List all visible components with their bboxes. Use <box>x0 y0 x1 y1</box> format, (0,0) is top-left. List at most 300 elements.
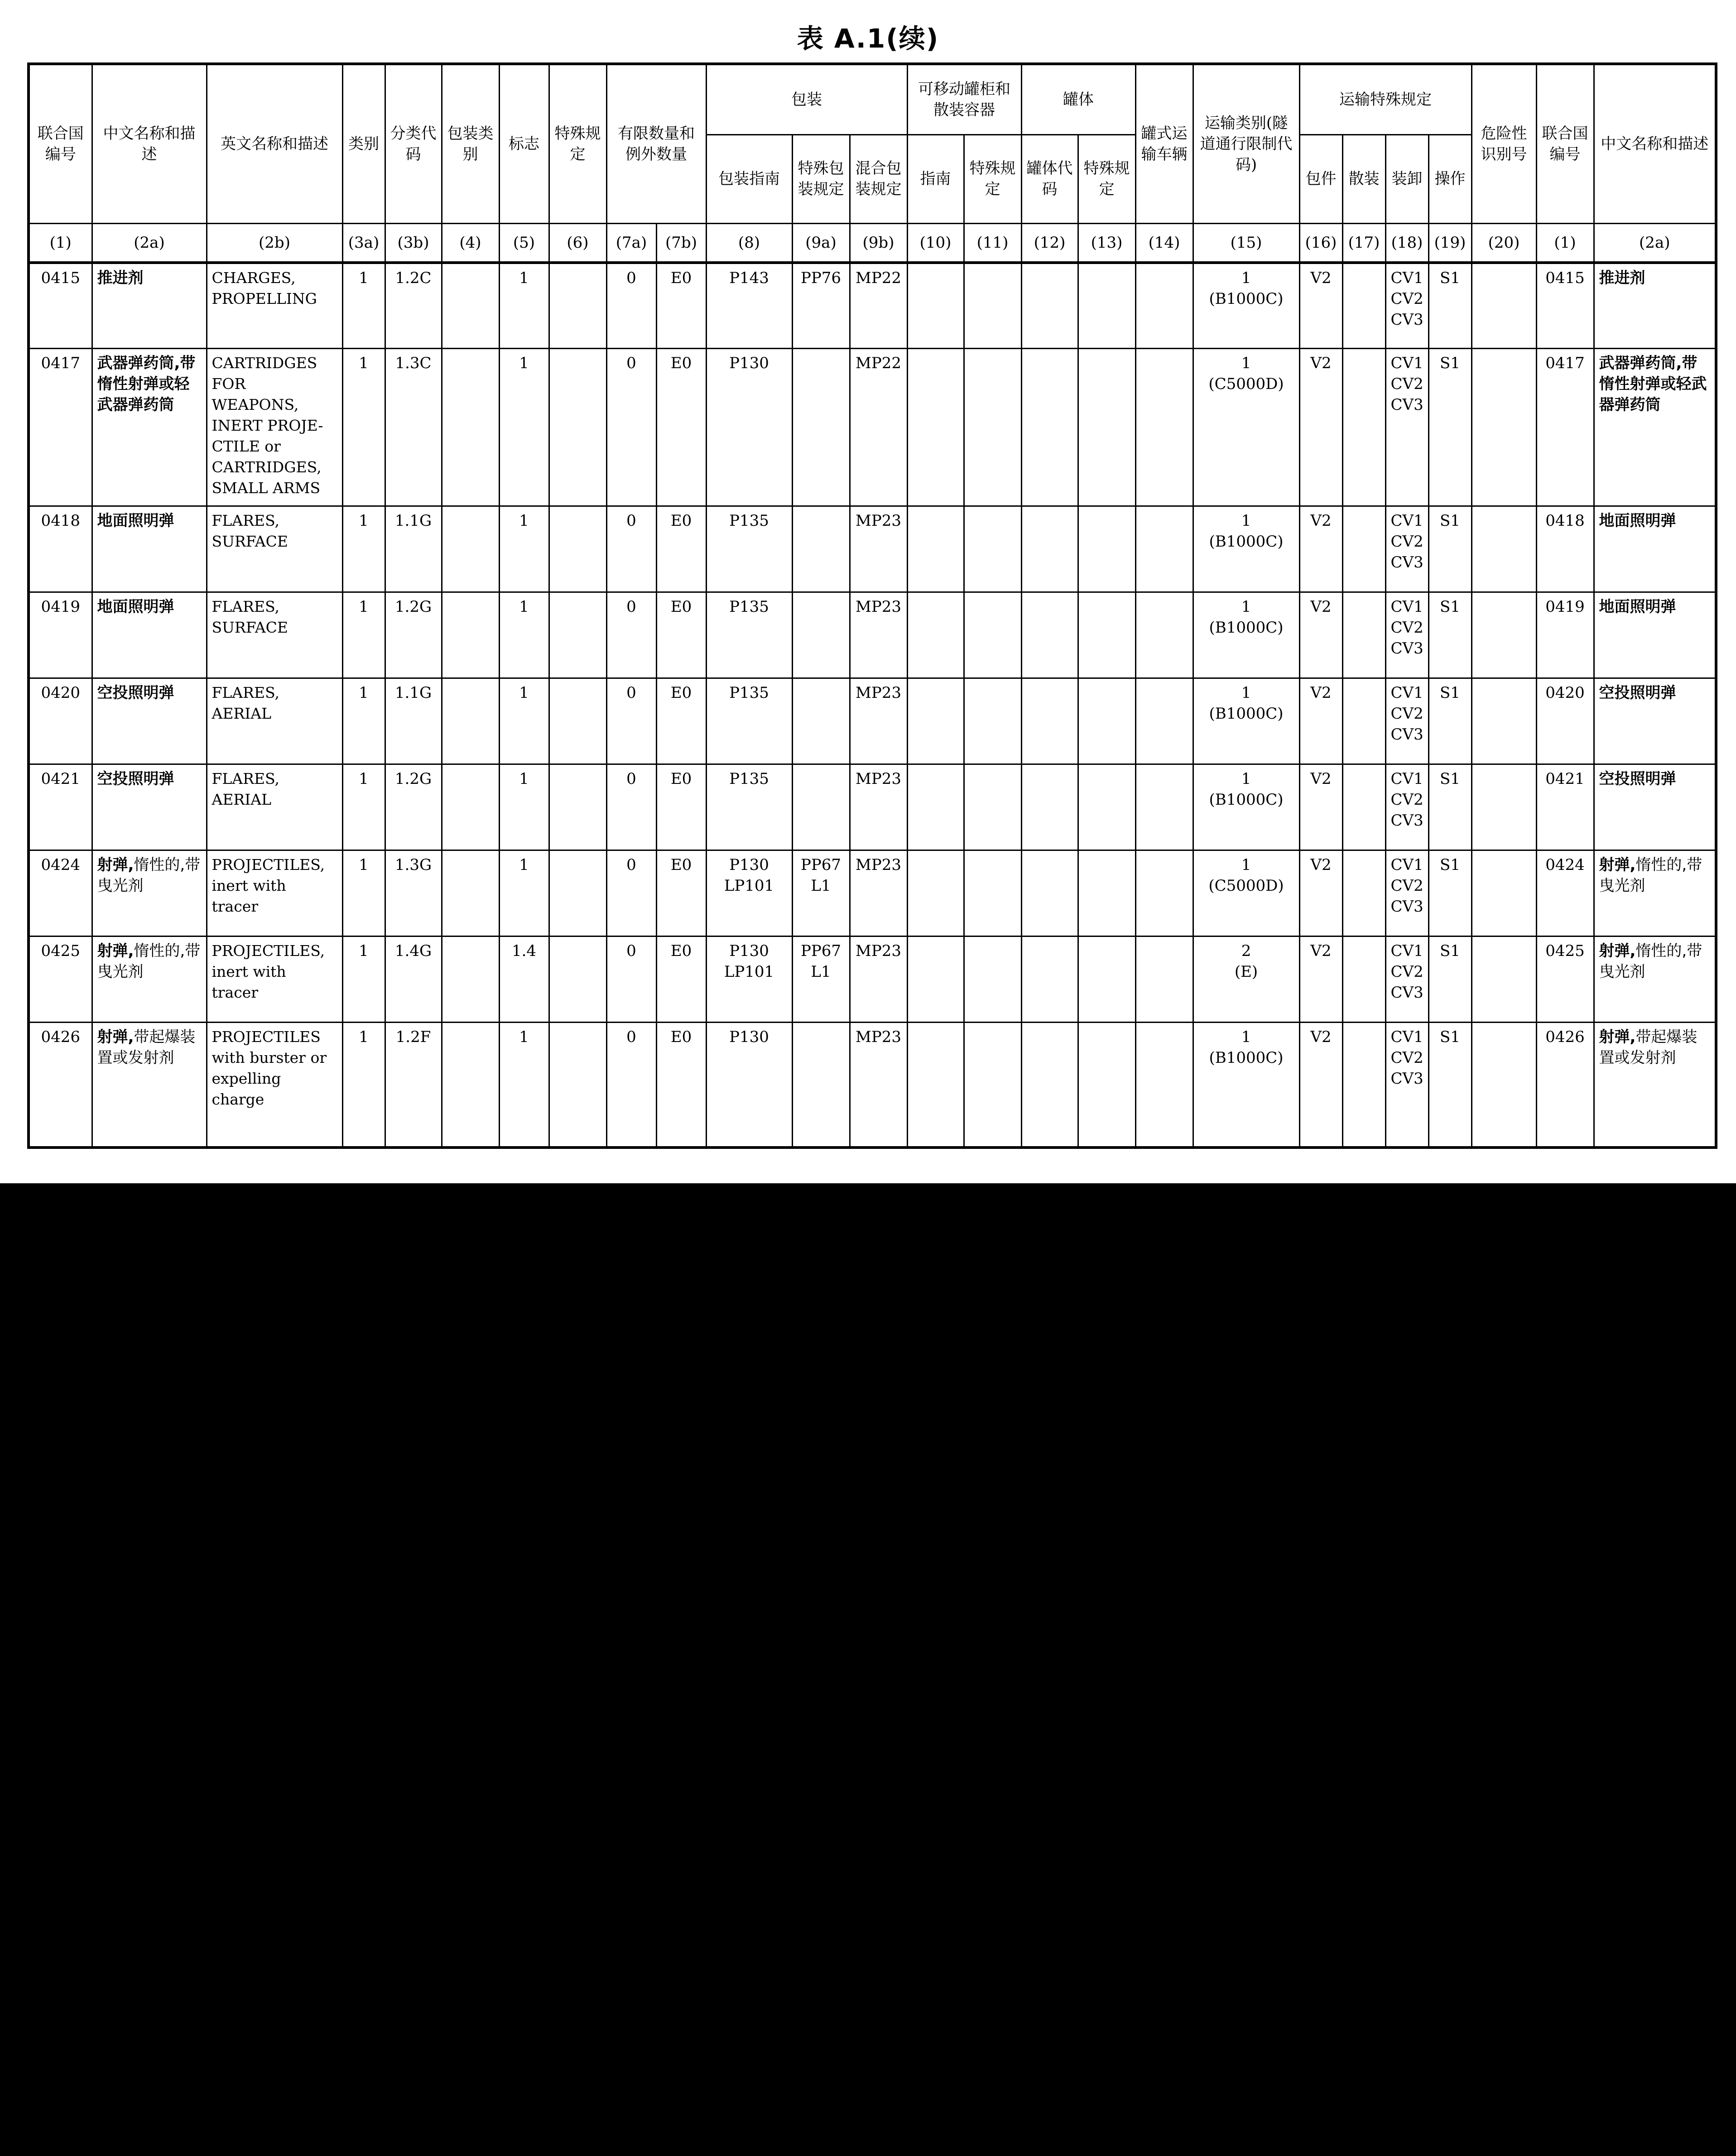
packages-cell: V2 <box>1299 349 1342 506</box>
packages-cell: V2 <box>1299 764 1342 850</box>
pt-instructions-cell <box>907 936 964 1023</box>
header-tanks: 罐体 <box>1021 64 1135 134</box>
header-tank-code: 罐体代码 <box>1021 134 1078 223</box>
special-provisions-cell <box>549 263 606 349</box>
mixed-packing-cell: MP22 <box>850 349 907 506</box>
packages-cell: V2 <box>1299 1023 1342 1148</box>
column-number: (13) <box>1078 223 1135 263</box>
loading-cell-line: CV3 <box>1390 396 1423 414</box>
special-packing-cell <box>792 764 850 850</box>
pt-special-cell <box>964 678 1021 764</box>
name-cn-right-cell-bold: 射弹, <box>1599 942 1636 960</box>
loading-cell-line: CV1 <box>1390 512 1423 530</box>
un-number-cell: 0420 <box>29 678 92 764</box>
column-number: (20) <box>1472 223 1536 263</box>
limited-quantity-cell: 0 <box>606 678 656 764</box>
pt-special-cell <box>964 592 1021 678</box>
special-packing-cell <box>792 1023 850 1148</box>
name-cn-cell-bold: 地面照明弹 <box>97 598 174 616</box>
name-en-cell: PROJECTILES with burster or expelling charge <box>207 1023 342 1148</box>
pt-special-cell <box>964 936 1021 1023</box>
packages-cell: V2 <box>1299 506 1342 592</box>
name-cn-right-cell-rest: 惰性的,带曳光剂 <box>1599 942 1702 981</box>
pack-instructions-cell <box>706 936 792 1023</box>
tank-special-cell <box>1078 263 1135 349</box>
label-cell: 1 <box>499 1023 549 1148</box>
limited-quantity-cell: 0 <box>606 850 656 936</box>
bulk-cell <box>1342 349 1385 506</box>
table-row <box>29 592 1716 678</box>
label-cell: 1 <box>499 506 549 592</box>
hazard-id-cell <box>1472 936 1536 1023</box>
loading-cell-line: CV2 <box>1390 289 1423 308</box>
name-cn-right-cell-bold: 地面照明弹 <box>1599 598 1676 616</box>
bulk-cell <box>1342 850 1385 936</box>
packing-group-cell <box>442 678 499 764</box>
name-cn-right-cell <box>1594 506 1716 592</box>
header-name-cn: 中文名称和描述 <box>92 64 207 223</box>
un-number-right-cell: 0417 <box>1536 349 1594 506</box>
hazard-id-cell <box>1472 678 1536 764</box>
transport-category-cell <box>1193 678 1299 764</box>
packing-group-cell <box>442 263 499 349</box>
mixed-packing-cell: MP23 <box>850 850 907 936</box>
tank-code-cell <box>1021 936 1078 1023</box>
pt-instructions-cell <box>907 506 964 592</box>
pack-instructions-cell-line: P135 <box>729 512 769 530</box>
column-number: (7b) <box>656 223 706 263</box>
table-row <box>29 506 1716 592</box>
loading-cell-line: CV3 <box>1390 1070 1423 1088</box>
hazard-id-cell <box>1472 764 1536 850</box>
header-pack-instructions: 包装指南 <box>706 134 792 223</box>
packing-group-cell <box>442 592 499 678</box>
column-number: (16) <box>1299 223 1342 263</box>
loading-cell-line: CV3 <box>1390 310 1423 329</box>
operation-cell: S1 <box>1428 349 1472 506</box>
name-cn-right-cell <box>1594 349 1716 506</box>
header-special-packing: 特殊包装规定 <box>792 134 850 223</box>
un-number-cell: 0417 <box>29 349 92 506</box>
column-number: (9a) <box>792 223 850 263</box>
column-number: (3b) <box>385 223 442 263</box>
pack-instructions-cell-line: P135 <box>729 684 769 702</box>
header-class: 类别 <box>342 64 385 223</box>
header-name-en: 英文名称和描述 <box>207 64 342 223</box>
packing-group-cell <box>442 506 499 592</box>
header-pt-special: 特殊规定 <box>964 134 1021 223</box>
class-cell: 1 <box>342 1023 385 1148</box>
loading-cell-line: CV2 <box>1390 963 1423 981</box>
transport-category-value: 1 <box>1241 269 1251 287</box>
dangerous-goods-table <box>27 62 1717 1149</box>
name-en-cell: PROJECTILES, inert with tracer <box>207 850 342 936</box>
name-cn-right-cell-rest: 带起爆装置或发射剂 <box>1599 1028 1698 1067</box>
class-cell: 1 <box>342 936 385 1023</box>
operation-cell: S1 <box>1428 506 1472 592</box>
header-class-code: 分类代码 <box>385 64 442 223</box>
tunnel-code-value: (C5000D) <box>1208 375 1284 393</box>
name-cn-cell-bold: 空投照明弹 <box>97 770 174 788</box>
table-row <box>29 764 1716 850</box>
transport-category-cell <box>1193 506 1299 592</box>
name-en-cell: FLARES, AERIAL <box>207 678 342 764</box>
bulk-cell <box>1342 1023 1385 1148</box>
header-pt-instructions: 指南 <box>907 134 964 223</box>
operation-cell: S1 <box>1428 1023 1472 1148</box>
name-cn-right-cell <box>1594 1023 1716 1148</box>
name-cn-right-cell <box>1594 764 1716 850</box>
column-number: (17) <box>1342 223 1385 263</box>
special-packing-cell <box>792 850 850 936</box>
column-number: (19) <box>1428 223 1472 263</box>
loading-cell <box>1385 263 1428 349</box>
name-cn-cell-rest: 惰性的,带曳光剂 <box>97 942 201 981</box>
loading-cell <box>1385 850 1428 936</box>
special-provisions-cell <box>549 850 606 936</box>
pack-instructions-cell-line: LP101 <box>724 963 774 981</box>
special-packing-cell <box>792 592 850 678</box>
loading-cell-line: CV3 <box>1390 553 1423 571</box>
name-en-cell: CARTRIDGES FOR WEAPONS, INERT PROJE-CTILE or CARTRIDGES, SMALL ARMS <box>207 349 342 506</box>
mixed-packing-cell: MP23 <box>850 764 907 850</box>
transport-category-value: 1 <box>1241 354 1251 372</box>
pack-instructions-cell <box>706 1023 792 1148</box>
tank-special-cell <box>1078 764 1135 850</box>
un-number-right-cell: 0415 <box>1536 263 1594 349</box>
column-number: (2b) <box>207 223 342 263</box>
loading-cell <box>1385 936 1428 1023</box>
excepted-quantity-cell: E0 <box>656 592 706 678</box>
transport-category-value: 2 <box>1241 942 1251 960</box>
loading-cell-line: CV1 <box>1390 856 1423 874</box>
name-cn-cell-rest: 带起爆装置或发射剂 <box>97 1028 196 1067</box>
name-cn-cell-bold: 地面照明弹 <box>97 512 174 530</box>
special-packing-cell-line: L1 <box>811 877 831 895</box>
header-transport-category: 运输类别(隧道通行限制代码) <box>1193 64 1299 223</box>
pack-instructions-cell <box>706 764 792 850</box>
loading-cell <box>1385 678 1428 764</box>
packing-group-cell <box>442 936 499 1023</box>
label-cell: 1 <box>499 678 549 764</box>
header-label: 标志 <box>499 64 549 223</box>
special-provisions-cell <box>549 1023 606 1148</box>
bulk-cell <box>1342 506 1385 592</box>
name-cn-cell-bold: 射弹, <box>97 856 134 874</box>
pt-special-cell <box>964 850 1021 936</box>
transport-category-value: 1 <box>1241 684 1251 702</box>
table-row <box>29 1023 1716 1148</box>
special-provisions-cell <box>549 592 606 678</box>
hazard-id-cell <box>1472 850 1536 936</box>
tank-vehicle-cell <box>1135 850 1193 936</box>
hazard-id-cell <box>1472 349 1536 506</box>
un-number-cell: 0419 <box>29 592 92 678</box>
special-packing-cell <box>792 936 850 1023</box>
mixed-packing-cell: MP23 <box>850 1023 907 1148</box>
name-en-cell: FLARES, AERIAL <box>207 764 342 850</box>
special-provisions-cell <box>549 764 606 850</box>
loading-cell-line: CV1 <box>1390 942 1423 960</box>
un-number-cell: 0424 <box>29 850 92 936</box>
class-cell: 1 <box>342 506 385 592</box>
tank-vehicle-cell <box>1135 1023 1193 1148</box>
pt-instructions-cell <box>907 764 964 850</box>
name-cn-right-cell-bold: 推进剂 <box>1599 269 1645 287</box>
name-cn-right-cell <box>1594 678 1716 764</box>
mixed-packing-cell: MP23 <box>850 936 907 1023</box>
column-number: (4) <box>442 223 499 263</box>
pt-instructions-cell <box>907 678 964 764</box>
header-packing-group: 包装类别 <box>442 64 499 223</box>
limited-quantity-cell: 0 <box>606 1023 656 1148</box>
header-loading: 装卸 <box>1385 134 1428 223</box>
un-number-right-cell: 0425 <box>1536 936 1594 1023</box>
name-cn-cell-bold: 武器弹药筒,带惰性射弹或轻武器弹药筒 <box>97 354 196 414</box>
pt-instructions-cell <box>907 349 964 506</box>
table-row <box>29 349 1716 506</box>
pt-instructions-cell <box>907 1023 964 1148</box>
pt-special-cell <box>964 764 1021 850</box>
tank-code-cell <box>1021 349 1078 506</box>
loading-cell-line: CV2 <box>1390 1049 1423 1067</box>
tunnel-code-value: (B1000C) <box>1209 791 1284 809</box>
transport-category-value: 1 <box>1241 770 1251 788</box>
special-packing-cell-line: PP67 <box>800 856 842 874</box>
name-cn-cell <box>92 506 207 592</box>
pack-instructions-cell-line: P135 <box>729 598 769 616</box>
column-number: (18) <box>1385 223 1428 263</box>
column-number: (3a) <box>342 223 385 263</box>
tunnel-code-value: (E) <box>1234 963 1258 981</box>
class-cell: 1 <box>342 764 385 850</box>
name-cn-right-cell-bold: 射弹, <box>1599 1028 1636 1046</box>
tunnel-code-value: (B1000C) <box>1209 289 1284 308</box>
label-cell: 1 <box>499 263 549 349</box>
tank-code-cell <box>1021 592 1078 678</box>
table-row <box>29 678 1716 764</box>
hazard-id-cell <box>1472 592 1536 678</box>
transport-category-value: 1 <box>1241 1028 1251 1046</box>
loading-cell-line: CV2 <box>1390 791 1423 809</box>
tank-special-cell <box>1078 1023 1135 1148</box>
table-row <box>29 936 1716 1023</box>
special-packing-cell <box>792 349 850 506</box>
class-cell: 1 <box>342 850 385 936</box>
tank-vehicle-cell <box>1135 936 1193 1023</box>
packing-group-cell <box>442 850 499 936</box>
table-body <box>29 263 1716 1148</box>
pack-instructions-cell <box>706 349 792 506</box>
packages-cell: V2 <box>1299 592 1342 678</box>
black-background-area <box>0 1183 1736 2156</box>
tank-vehicle-cell <box>1135 764 1193 850</box>
loading-cell-line: CV2 <box>1390 877 1423 895</box>
header-special-transport: 运输特殊规定 <box>1299 64 1472 134</box>
table-row <box>29 850 1716 936</box>
class-code-cell: 1.3C <box>385 349 442 506</box>
class-code-cell: 1.2C <box>385 263 442 349</box>
tank-special-cell <box>1078 506 1135 592</box>
tank-vehicle-cell <box>1135 592 1193 678</box>
loading-cell-line: CV1 <box>1390 354 1423 372</box>
loading-cell-line: CV1 <box>1390 1028 1423 1046</box>
tank-code-cell <box>1021 1023 1078 1148</box>
header-portable-tanks: 可移动罐柜和散装容器 <box>907 64 1021 134</box>
name-cn-right-cell <box>1594 263 1716 349</box>
loading-cell-line: CV1 <box>1390 684 1423 702</box>
bulk-cell <box>1342 592 1385 678</box>
label-cell: 1 <box>499 764 549 850</box>
limited-quantity-cell: 0 <box>606 592 656 678</box>
table-row <box>29 263 1716 349</box>
transport-category-value: 1 <box>1241 598 1251 616</box>
pack-instructions-cell-line: P143 <box>729 269 769 287</box>
transport-category-cell <box>1193 263 1299 349</box>
pt-special-cell <box>964 506 1021 592</box>
header-operation: 操作 <box>1428 134 1472 223</box>
pack-instructions-cell <box>706 263 792 349</box>
transport-category-cell <box>1193 1023 1299 1148</box>
header-special-provisions: 特殊规定 <box>549 64 606 223</box>
name-cn-right-cell <box>1594 592 1716 678</box>
class-cell: 1 <box>342 678 385 764</box>
name-cn-right-cell-bold: 武器弹药筒,带惰性射弹或轻武器弹药筒 <box>1599 354 1707 414</box>
special-packing-cell-line: PP67 <box>800 942 842 960</box>
name-en-cell: FLARES, SURFACE <box>207 506 342 592</box>
transport-category-cell <box>1193 349 1299 506</box>
loading-cell-line: CV1 <box>1390 269 1423 287</box>
name-en-cell: PROJECTILES, inert with tracer <box>207 936 342 1023</box>
class-cell: 1 <box>342 349 385 506</box>
tank-vehicle-cell <box>1135 506 1193 592</box>
tank-special-cell <box>1078 678 1135 764</box>
name-cn-right-cell-rest: 惰性的,带曳光剂 <box>1599 856 1702 895</box>
class-code-cell: 1.4G <box>385 936 442 1023</box>
tank-vehicle-cell <box>1135 349 1193 506</box>
loading-cell-line: CV3 <box>1390 725 1423 744</box>
excepted-quantity-cell: E0 <box>656 936 706 1023</box>
name-cn-right-cell-bold: 空投照明弹 <box>1599 684 1676 702</box>
name-cn-cell-rest: 惰性的,带曳光剂 <box>97 856 201 895</box>
operation-cell: S1 <box>1428 592 1472 678</box>
operation-cell: S1 <box>1428 936 1472 1023</box>
tank-code-cell <box>1021 764 1078 850</box>
class-code-cell: 1.2F <box>385 1023 442 1148</box>
transport-category-value: 1 <box>1241 512 1251 530</box>
special-provisions-cell <box>549 936 606 1023</box>
column-number: (2a) <box>92 223 207 263</box>
loading-cell <box>1385 1023 1428 1148</box>
column-number: (11) <box>964 223 1021 263</box>
packing-group-cell <box>442 1023 499 1148</box>
tank-code-cell <box>1021 506 1078 592</box>
column-number: (7a) <box>606 223 656 263</box>
loading-cell-line: CV3 <box>1390 898 1423 916</box>
loading-cell-line: CV3 <box>1390 812 1423 830</box>
tank-special-cell <box>1078 349 1135 506</box>
special-provisions-cell <box>549 678 606 764</box>
limited-quantity-cell: 0 <box>606 764 656 850</box>
pack-instructions-cell-line: P130 <box>729 1028 769 1046</box>
class-code-cell: 1.1G <box>385 506 442 592</box>
special-packing-cell-line: PP76 <box>800 269 842 287</box>
un-number-right-cell: 0420 <box>1536 678 1594 764</box>
excepted-quantity-cell: E0 <box>656 850 706 936</box>
column-number: (14) <box>1135 223 1193 263</box>
tank-code-cell <box>1021 263 1078 349</box>
special-provisions-cell <box>549 506 606 592</box>
loading-cell <box>1385 764 1428 850</box>
name-cn-cell-bold: 射弹, <box>97 942 134 960</box>
pack-instructions-cell <box>706 506 792 592</box>
class-cell: 1 <box>342 592 385 678</box>
excepted-quantity-cell: E0 <box>656 263 706 349</box>
limited-quantity-cell: 0 <box>606 349 656 506</box>
tank-vehicle-cell <box>1135 263 1193 349</box>
limited-quantity-cell: 0 <box>606 263 656 349</box>
pt-special-cell <box>964 349 1021 506</box>
class-code-cell: 1.2G <box>385 592 442 678</box>
special-packing-cell <box>792 678 850 764</box>
tunnel-code-value: (B1000C) <box>1209 1049 1284 1067</box>
tank-code-cell <box>1021 850 1078 936</box>
un-number-cell: 0415 <box>29 263 92 349</box>
special-packing-cell-line: L1 <box>811 963 831 981</box>
packing-group-cell <box>442 349 499 506</box>
header-packaging: 包装 <box>706 64 907 134</box>
tunnel-code-value: (B1000C) <box>1209 533 1284 551</box>
un-number-right-cell: 0418 <box>1536 506 1594 592</box>
loading-cell-line: CV3 <box>1390 639 1423 658</box>
pt-special-cell <box>964 263 1021 349</box>
pt-instructions-cell <box>907 263 964 349</box>
pack-instructions-cell <box>706 592 792 678</box>
pt-instructions-cell <box>907 850 964 936</box>
loading-cell-line: CV2 <box>1390 533 1423 551</box>
un-number-right-cell: 0426 <box>1536 1023 1594 1148</box>
header-packages: 包件 <box>1299 134 1342 223</box>
column-number: (2a) <box>1594 223 1716 263</box>
hazard-id-cell <box>1472 506 1536 592</box>
name-cn-cell <box>92 764 207 850</box>
un-number-right-cell: 0424 <box>1536 850 1594 936</box>
hazard-id-cell <box>1472 1023 1536 1148</box>
packages-cell: V2 <box>1299 263 1342 349</box>
loading-cell <box>1385 592 1428 678</box>
class-code-cell: 1.3G <box>385 850 442 936</box>
class-cell: 1 <box>342 263 385 349</box>
header-un-number-right: 联合国编号 <box>1536 64 1594 223</box>
pt-instructions-cell <box>907 592 964 678</box>
bulk-cell <box>1342 263 1385 349</box>
header-mixed-packing: 混合包装规定 <box>850 134 907 223</box>
name-cn-cell <box>92 936 207 1023</box>
header-tank-vehicle: 罐式运输车辆 <box>1135 64 1193 223</box>
loading-cell-line: CV2 <box>1390 375 1423 393</box>
pt-special-cell <box>964 1023 1021 1148</box>
bulk-cell <box>1342 678 1385 764</box>
mixed-packing-cell: MP22 <box>850 263 907 349</box>
header-hazard-id: 危险性识别号 <box>1472 64 1536 223</box>
column-number-row <box>29 223 1716 263</box>
excepted-quantity-cell: E0 <box>656 764 706 850</box>
operation-cell: S1 <box>1428 764 1472 850</box>
tank-special-cell <box>1078 592 1135 678</box>
loading-cell-line: CV1 <box>1390 598 1423 616</box>
class-code-cell: 1.1G <box>385 678 442 764</box>
name-cn-cell <box>92 349 207 506</box>
